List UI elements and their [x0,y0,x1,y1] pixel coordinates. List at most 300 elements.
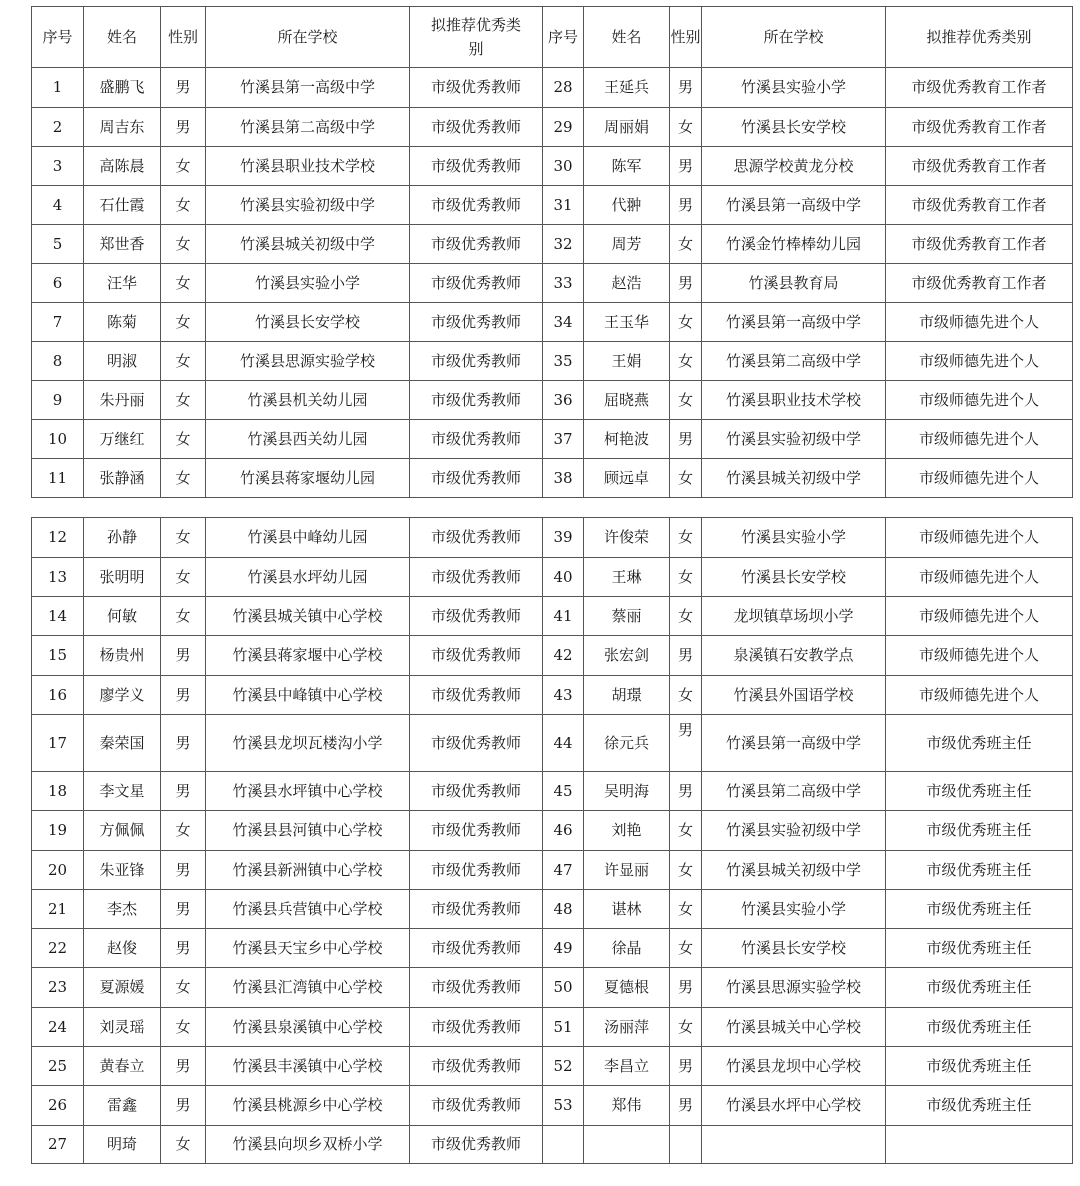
cell-sex: 男 [161,890,206,929]
cell-category: 市级优秀教师 [410,811,543,851]
cell-sex: 男 [670,636,702,676]
cell-name: 周吉东 [84,108,161,147]
cell-sex: 女 [670,597,702,636]
cell-name: 刘艳 [584,811,670,851]
cell-sex-value: 男 [677,721,693,739]
header-school: 所在学校 [206,7,410,68]
cell-name: 张宏剑 [584,636,670,676]
table-row [32,676,1073,715]
cell-school: 竹溪县实验小学 [702,68,886,108]
cell-no: 9 [32,381,84,420]
cell-school: 竹溪县思源实验学校 [702,968,886,1008]
cell-no: 38 [543,459,584,498]
cell-school: 竹溪县第二高级中学 [702,772,886,811]
cell-sex: 女 [670,851,702,890]
table-row [32,1126,1073,1164]
cell-sex: 男 [670,186,702,225]
cell-school: 竹溪县实验小学 [206,264,410,303]
cell-school: 竹溪县城关初级中学 [206,225,410,264]
cell-name: 方佩佩 [84,811,161,851]
cell-category: 市级优秀教师 [410,636,543,676]
empty-cell [702,1126,886,1164]
cell-sex: 男 [670,68,702,108]
cell-category: 市级优秀教育工作者 [886,68,1073,108]
cell-sex: 男 [670,420,702,459]
cell-category: 市级优秀班主任 [886,890,1073,929]
cell-sex: 女 [670,558,702,597]
cell-no: 52 [543,1047,584,1086]
cell-sex: 男 [670,1047,702,1086]
cell-sex: 男 [161,1047,206,1086]
cell-name: 谌林 [584,890,670,929]
cell-name: 陈军 [584,147,670,186]
cell-no: 46 [543,811,584,851]
cell-no: 44 [543,715,584,772]
cell-school: 竹溪县城关初级中学 [702,459,886,498]
cell-no: 29 [543,108,584,147]
cell-school: 竹溪县西关幼儿园 [206,420,410,459]
cell-category: 市级优秀教育工作者 [886,186,1073,225]
table-row [32,1047,1073,1086]
cell-name: 朱亚锋 [84,851,161,890]
cell-school: 竹溪县中峰镇中心学校 [206,676,410,715]
cell-name: 黄春立 [84,1047,161,1086]
table-row [32,108,1073,147]
cell-name: 汪华 [84,264,161,303]
cell-sex: 女 [670,518,702,558]
cell-name: 张明明 [84,558,161,597]
cell-school: 竹溪县长安学校 [702,929,886,968]
cell-no: 36 [543,381,584,420]
cell-no: 3 [32,147,84,186]
cell-category: 市级优秀班主任 [886,1047,1073,1086]
empty-cell [886,1126,1073,1164]
table-row [32,68,1073,108]
cell-school: 竹溪县蒋家堰幼儿园 [206,459,410,498]
cell-category: 市级优秀教师 [410,772,543,811]
cell-no: 51 [543,1008,584,1047]
cell-name: 万继红 [84,420,161,459]
cell-school: 竹溪县水坪幼儿园 [206,558,410,597]
cell-name: 代翀 [584,186,670,225]
cell-school: 竹溪县思源实验学校 [206,342,410,381]
cell-name: 张静涵 [84,459,161,498]
cell-no: 45 [543,772,584,811]
cell-no: 10 [32,420,84,459]
cell-no: 13 [32,558,84,597]
table-row [32,303,1073,342]
table-row [32,968,1073,1008]
cell-name: 赵俊 [84,929,161,968]
cell-name: 周丽娟 [584,108,670,147]
cell-no: 27 [32,1126,84,1164]
cell-school: 竹溪县龙坝瓦楼沟小学 [206,715,410,772]
cell-no: 8 [32,342,84,381]
cell-no: 24 [32,1008,84,1047]
header-sex: 性别 [670,7,702,68]
cell-no: 39 [543,518,584,558]
cell-no: 23 [32,968,84,1008]
cell-no: 11 [32,459,84,498]
cell-school: 竹溪县职业技术学校 [702,381,886,420]
cell-sex: 男 [670,772,702,811]
cell-category: 市级优秀教师 [410,1047,543,1086]
cell-name: 高陈晨 [84,147,161,186]
cell-no: 25 [32,1047,84,1086]
cell-school: 竹溪县水坪镇中心学校 [206,772,410,811]
table-row [32,636,1073,676]
cell-school: 思源学校黄龙分校 [702,147,886,186]
cell-no: 6 [32,264,84,303]
cell-sex: 男 [161,68,206,108]
cell-name: 屈晓燕 [584,381,670,420]
empty-cell [543,1126,584,1164]
cell-sex: 女 [161,518,206,558]
cell-no: 14 [32,597,84,636]
cell-category: 市级优秀教师 [410,851,543,890]
cell-school: 竹溪县中峰幼儿园 [206,518,410,558]
cell-sex: 男 [670,147,702,186]
empty-cell [670,1126,702,1164]
cell-name: 赵浩 [584,264,670,303]
cell-category: 市级师德先进个人 [886,459,1073,498]
header-category: 拟推荐优秀类别 [886,7,1073,68]
cell-category: 市级优秀教师 [410,420,543,459]
cell-school: 竹溪县第一高级中学 [702,715,886,772]
cell-sex: 女 [670,381,702,420]
empty-cell [584,1126,670,1164]
cell-name: 周芳 [584,225,670,264]
header-category: 拟推荐优秀类别 [410,7,543,68]
cell-category: 市级优秀班主任 [886,968,1073,1008]
cell-name: 王娟 [584,342,670,381]
cell-no: 37 [543,420,584,459]
cell-name: 陈菊 [84,303,161,342]
cell-category: 市级师德先进个人 [886,381,1073,420]
table-row [32,225,1073,264]
cell-no: 48 [543,890,584,929]
cell-category: 市级优秀教师 [410,518,543,558]
cell-sex: 男 [161,108,206,147]
cell-category: 市级优秀教师 [410,303,543,342]
cell-category: 市级优秀教师 [410,264,543,303]
cell-sex: 女 [161,420,206,459]
cell-sex: 女 [670,342,702,381]
cell-category: 市级师德先进个人 [886,597,1073,636]
table-row [32,381,1073,420]
cell-name: 吴明海 [584,772,670,811]
cell-sex: 女 [161,147,206,186]
cell-sex: 女 [161,186,206,225]
cell-sex: 男 [161,851,206,890]
cell-no: 18 [32,772,84,811]
cell-name: 秦荣国 [84,715,161,772]
table-row [32,342,1073,381]
cell-school: 竹溪县天宝乡中心学校 [206,929,410,968]
cell-sex: 女 [670,929,702,968]
cell-category: 市级优秀教师 [410,890,543,929]
cell-sex: 女 [161,381,206,420]
cell-school: 竹溪县实验小学 [702,890,886,929]
table-row [32,186,1073,225]
table-row [32,518,1073,558]
cell-name: 廖学义 [84,676,161,715]
cell-name: 李杰 [84,890,161,929]
cell-no: 1 [32,68,84,108]
cell-name: 明淑 [84,342,161,381]
cell-category: 市级优秀教师 [410,68,543,108]
cell-no: 35 [543,342,584,381]
cell-sex: 女 [161,264,206,303]
cell-no: 43 [543,676,584,715]
cell-school: 竹溪县实验小学 [702,518,886,558]
table-header-row [32,7,1073,68]
cell-no: 41 [543,597,584,636]
cell-sex: 男 [670,264,702,303]
cell-school: 竹溪县龙坝中心学校 [702,1047,886,1086]
cell-sex: 男 [161,772,206,811]
cell-sex: 女 [161,342,206,381]
table-row [32,890,1073,929]
cell-sex [670,715,702,772]
cell-category: 市级优秀教师 [410,597,543,636]
cell-school: 竹溪县长安学校 [702,558,886,597]
cell-name: 盛鹏飞 [84,68,161,108]
cell-category: 市级优秀班主任 [886,1008,1073,1047]
cell-no: 7 [32,303,84,342]
cell-school: 竹溪县第二高级中学 [206,108,410,147]
cell-sex: 女 [670,108,702,147]
cell-name: 徐元兵 [584,715,670,772]
cell-category: 市级优秀班主任 [886,772,1073,811]
cell-no: 49 [543,929,584,968]
cell-no: 19 [32,811,84,851]
header-name: 姓名 [584,7,670,68]
table-row [32,772,1073,811]
cell-name: 胡璟 [584,676,670,715]
cell-school: 竹溪县城关镇中心学校 [206,597,410,636]
cell-category: 市级优秀教师 [410,186,543,225]
cell-category: 市级优秀教师 [410,381,543,420]
cell-category: 市级优秀教师 [410,929,543,968]
cell-name: 夏源媛 [84,968,161,1008]
cell-school: 竹溪县实验初级中学 [702,420,886,459]
table-row [32,459,1073,498]
table-row [32,811,1073,851]
cell-sex: 女 [670,676,702,715]
cell-no: 22 [32,929,84,968]
cell-school: 泉溪镇石安教学点 [702,636,886,676]
cell-name: 夏德根 [584,968,670,1008]
cell-sex: 女 [161,225,206,264]
cell-school: 竹溪县城关中心学校 [702,1008,886,1047]
cell-school: 竹溪县桃源乡中心学校 [206,1086,410,1126]
cell-school: 竹溪县教育局 [702,264,886,303]
cell-category: 市级优秀教师 [410,676,543,715]
cell-school: 竹溪县丰溪镇中心学校 [206,1047,410,1086]
cell-name: 明琦 [84,1126,161,1164]
cell-school: 竹溪县第二高级中学 [702,342,886,381]
cell-no: 30 [543,147,584,186]
cell-sex: 女 [161,1008,206,1047]
cell-name: 汤丽萍 [584,1008,670,1047]
cell-no: 31 [543,186,584,225]
cell-name: 王琳 [584,558,670,597]
cell-category: 市级师德先进个人 [886,676,1073,715]
cell-category: 市级师德先进个人 [886,342,1073,381]
cell-category: 市级优秀教师 [410,1126,543,1164]
cell-sex: 女 [670,303,702,342]
cell-category: 市级师德先进个人 [886,303,1073,342]
cell-name: 王延兵 [584,68,670,108]
cell-name: 顾远卓 [584,459,670,498]
cell-category: 市级优秀教师 [410,225,543,264]
cell-category: 市级优秀班主任 [886,715,1073,772]
cell-school: 竹溪县泉溪镇中心学校 [206,1008,410,1047]
cell-school: 龙坝镇草场坝小学 [702,597,886,636]
cell-school: 竹溪县长安学校 [206,303,410,342]
cell-school: 竹溪县职业技术学校 [206,147,410,186]
cell-category: 市级优秀教师 [410,147,543,186]
cell-category: 市级优秀教师 [410,459,543,498]
cell-name: 朱丹丽 [84,381,161,420]
cell-school: 竹溪县水坪中心学校 [702,1086,886,1126]
cell-school: 竹溪县实验初级中学 [206,186,410,225]
header-name: 姓名 [84,7,161,68]
cell-category: 市级优秀教育工作者 [886,147,1073,186]
cell-category: 市级优秀教师 [410,1086,543,1126]
cell-category: 市级优秀班主任 [886,929,1073,968]
cell-no: 26 [32,1086,84,1126]
table-row [32,929,1073,968]
cell-sex: 女 [161,459,206,498]
cell-name: 郑伟 [584,1086,670,1126]
table-row [32,851,1073,890]
table-row [32,715,1073,772]
cell-school: 竹溪县第一高级中学 [206,68,410,108]
cell-no: 50 [543,968,584,1008]
cell-school: 竹溪县第一高级中学 [702,303,886,342]
cell-no: 16 [32,676,84,715]
cell-category: 市级优秀教育工作者 [886,108,1073,147]
cell-name: 许显丽 [584,851,670,890]
cell-name: 李昌立 [584,1047,670,1086]
table-row [32,1086,1073,1126]
cell-no: 21 [32,890,84,929]
cell-sex: 男 [670,1086,702,1126]
table-row [32,1008,1073,1047]
cell-category: 市级优秀教师 [410,1008,543,1047]
cell-sex: 男 [670,968,702,1008]
cell-no: 42 [543,636,584,676]
cell-name: 蔡丽 [584,597,670,636]
cell-category: 市级优秀教育工作者 [886,264,1073,303]
cell-category: 市级师德先进个人 [886,420,1073,459]
cell-no: 53 [543,1086,584,1126]
header-no: 序号 [32,7,84,68]
cell-sex: 男 [161,929,206,968]
cell-school: 竹溪县城关初级中学 [702,851,886,890]
table-row [32,264,1073,303]
cell-category: 市级优秀教师 [410,715,543,772]
cell-school: 竹溪县机关幼儿园 [206,381,410,420]
cell-sex: 女 [161,968,206,1008]
cell-category: 市级师德先进个人 [886,636,1073,676]
cell-name: 王玉华 [584,303,670,342]
cell-no: 34 [543,303,584,342]
table-row [32,420,1073,459]
cell-category: 市级优秀班主任 [886,1086,1073,1126]
cell-school: 竹溪县外国语学校 [702,676,886,715]
cell-no: 47 [543,851,584,890]
cell-category: 市级师德先进个人 [886,518,1073,558]
header-school: 所在学校 [702,7,886,68]
honor-table-part-2 [31,517,1073,1164]
cell-category: 市级优秀教师 [410,968,543,1008]
cell-category: 市级优秀教师 [410,108,543,147]
cell-name: 许俊荣 [584,518,670,558]
cell-category: 市级优秀教师 [410,558,543,597]
cell-sex: 女 [161,811,206,851]
cell-school: 竹溪县县河镇中心学校 [206,811,410,851]
cell-no: 20 [32,851,84,890]
cell-school: 竹溪县蒋家堰中心学校 [206,636,410,676]
cell-sex: 女 [161,558,206,597]
cell-sex: 男 [161,715,206,772]
cell-name: 孙静 [84,518,161,558]
cell-name: 雷鑫 [84,1086,161,1126]
cell-name: 郑世香 [84,225,161,264]
cell-school: 竹溪县向坝乡双桥小学 [206,1126,410,1164]
cell-no: 2 [32,108,84,147]
cell-school: 竹溪县长安学校 [702,108,886,147]
cell-name: 徐晶 [584,929,670,968]
cell-school: 竹溪金竹棒棒幼儿园 [702,225,886,264]
cell-no: 33 [543,264,584,303]
cell-name: 何敏 [84,597,161,636]
cell-sex: 女 [161,1126,206,1164]
cell-category: 市级优秀教育工作者 [886,225,1073,264]
cell-category: 市级优秀班主任 [886,811,1073,851]
cell-no: 40 [543,558,584,597]
cell-name: 石仕霞 [84,186,161,225]
cell-sex: 女 [670,890,702,929]
cell-sex: 女 [670,811,702,851]
table-row [32,147,1073,186]
cell-no: 32 [543,225,584,264]
cell-sex: 女 [161,597,206,636]
cell-school: 竹溪县汇湾镇中心学校 [206,968,410,1008]
header-sex: 性别 [161,7,206,68]
cell-category: 市级优秀班主任 [886,851,1073,890]
cell-no: 28 [543,68,584,108]
cell-sex: 女 [670,225,702,264]
header-no: 序号 [543,7,584,68]
cell-school: 竹溪县新洲镇中心学校 [206,851,410,890]
cell-sex: 男 [161,636,206,676]
cell-name: 刘灵瑶 [84,1008,161,1047]
cell-name: 柯艳波 [584,420,670,459]
cell-no: 5 [32,225,84,264]
cell-sex: 男 [161,676,206,715]
cell-name: 李文星 [84,772,161,811]
cell-no: 15 [32,636,84,676]
cell-category: 市级师德先进个人 [886,558,1073,597]
cell-name: 杨贵州 [84,636,161,676]
table-row [32,558,1073,597]
honor-table-part-1 [31,6,1073,498]
cell-sex: 女 [161,303,206,342]
